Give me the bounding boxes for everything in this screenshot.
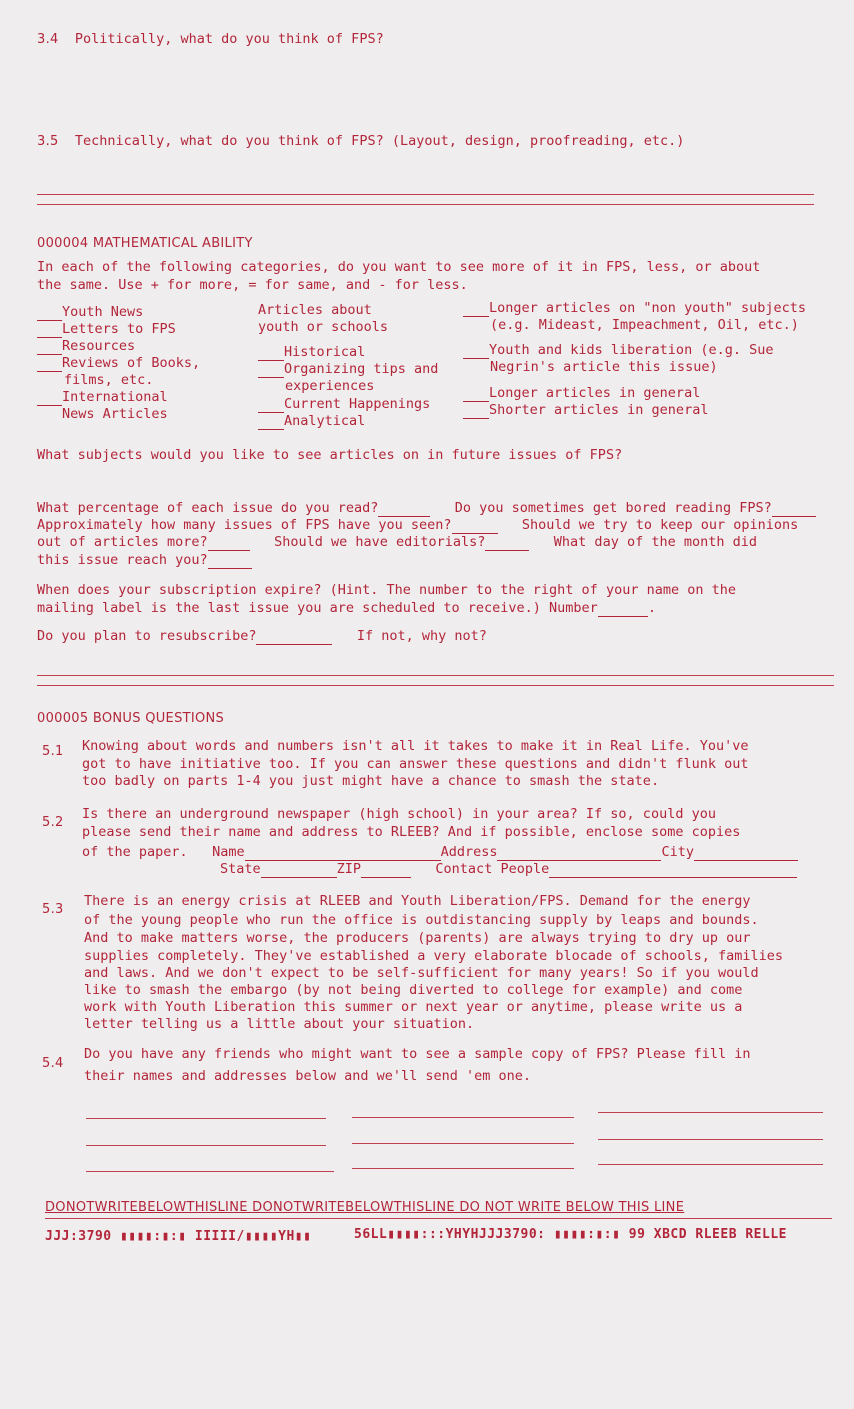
category-youth-news[interactable]: Youth News bbox=[37, 304, 143, 321]
q53-line-1: There is an energy crisis at RLEEB and Youth Liberation/FPS. Demand for the energy bbox=[84, 893, 751, 909]
newspaper-address-field[interactable] bbox=[497, 847, 661, 862]
section-5-heading: 000005 BONUS QUESTIONS bbox=[37, 711, 225, 726]
q52-line-4: State ZIP Contact People bbox=[220, 861, 797, 878]
percentage-row-4: this issue reach you? bbox=[37, 552, 252, 569]
resubscribe-line: Do you plan to resubscribe? If not, why not? bbox=[37, 628, 487, 644]
q53-line-6: like to smash the embargo (by not being diverted to college for example) and come bbox=[84, 982, 743, 998]
question-3-4 bbox=[37, 31, 384, 47]
divider bbox=[45, 1218, 832, 1219]
friend-address-field[interactable] bbox=[598, 1139, 823, 1140]
subscription-number-field[interactable] bbox=[598, 603, 648, 618]
rating-blank[interactable] bbox=[37, 341, 62, 356]
q52-line-3: of the paper. Name Address City bbox=[82, 844, 798, 861]
friend-city-field[interactable] bbox=[352, 1168, 574, 1169]
rating-blank[interactable] bbox=[37, 358, 62, 373]
category-international-cont: News Articles bbox=[62, 406, 168, 422]
friend-address-field[interactable] bbox=[352, 1143, 574, 1144]
opinions-field[interactable] bbox=[208, 537, 250, 552]
section-4-intro-line-2: the same. Use + for more, = for same, and - for less. bbox=[37, 277, 468, 293]
percentage-row-1: What percentage of each issue do you read? Do you sometimes get bored reading FPS? bbox=[37, 500, 816, 517]
category-reviews-cont: films, etc. bbox=[64, 372, 154, 388]
subscription-line-1: When does your subscription expire? (Hint. The number to the right of your name on the bbox=[37, 582, 736, 598]
q53-line-7: work with Youth Liberation this summer or next year or anytime, please write us a bbox=[84, 999, 743, 1015]
q53-line-3: And to make matters worse, the producers (parents) are always trying to dry up our bbox=[84, 930, 751, 946]
column-2-heading-1: Articles about bbox=[258, 302, 372, 318]
rating-blank[interactable] bbox=[258, 416, 284, 431]
category-organizing-cont: experiences bbox=[285, 378, 375, 394]
q54-line-2: their names and addresses below and we'll send 'em one. bbox=[84, 1068, 532, 1084]
do-not-write-warning: DONOTWRITEBELOWTHISLINE DONOTWRITEBELOWTHISLINE DO NOT WRITE BELOW THIS LINE bbox=[45, 1200, 685, 1215]
q52-line-1: Is there an underground newspaper (high school) in your area? If so, could you bbox=[82, 806, 716, 822]
subjects-question: What subjects would you like to see articles on in future issues of FPS? bbox=[37, 447, 623, 463]
friend-city-field[interactable] bbox=[598, 1164, 823, 1165]
section-4-heading: 000004 MATHEMATICAL ABILITY bbox=[37, 236, 253, 251]
question-text: Politically, what do you think of FPS? bbox=[74, 31, 384, 47]
friend-name-field[interactable] bbox=[86, 1118, 326, 1119]
question-number: 3.4 bbox=[37, 32, 59, 47]
contact-people-field[interactable] bbox=[549, 864, 797, 879]
category-longer-non-youth[interactable]: Longer articles on "non youth" subjects bbox=[463, 300, 806, 317]
category-organizing[interactable]: Organizing tips and bbox=[258, 361, 438, 378]
zip-field[interactable] bbox=[361, 864, 411, 879]
divider bbox=[37, 685, 834, 686]
friend-address-field[interactable] bbox=[86, 1145, 326, 1146]
category-longer-general[interactable]: Longer articles in general bbox=[463, 385, 700, 402]
q53-line-5: and laws. And we don't expect to be self-sufficient for many years! So if you would bbox=[84, 965, 759, 981]
category-current[interactable]: Current Happenings bbox=[258, 396, 430, 413]
rating-blank[interactable] bbox=[37, 392, 62, 407]
rating-blank[interactable] bbox=[463, 388, 489, 403]
category-youth-liberation-cont: Negrin's article this issue) bbox=[490, 359, 718, 375]
divider bbox=[37, 675, 834, 676]
category-resources[interactable]: Resources bbox=[37, 338, 135, 355]
subscription-line-2: mailing label is the last issue you are scheduled to receive.) Number . bbox=[37, 600, 656, 616]
rating-blank[interactable] bbox=[463, 303, 489, 318]
friend-name-field[interactable] bbox=[598, 1112, 823, 1113]
bored-field[interactable] bbox=[772, 503, 816, 518]
percentage-read-field[interactable] bbox=[378, 503, 430, 518]
question-number: 5.2 bbox=[42, 815, 64, 830]
question-3-5 bbox=[37, 133, 684, 149]
question-number: 5.1 bbox=[42, 744, 64, 759]
divider bbox=[37, 194, 814, 195]
q53-line-2: of the young people who run the office is outdistancing supply by leaps and bounds. bbox=[84, 912, 759, 928]
q53-line-8: letter telling us a little about your situation. bbox=[84, 1016, 475, 1032]
editorials-field[interactable] bbox=[485, 537, 529, 552]
rating-blank[interactable] bbox=[463, 405, 489, 420]
q51-line-3: too badly on parts 1-4 you just might have a chance to smash the state. bbox=[82, 773, 660, 789]
rating-blank[interactable] bbox=[258, 399, 284, 414]
question-number: 5.4 bbox=[42, 1056, 64, 1071]
category-letters[interactable]: Letters to FPS bbox=[37, 321, 176, 338]
category-historical[interactable]: Historical bbox=[258, 344, 365, 361]
friend-city-field[interactable] bbox=[86, 1171, 334, 1172]
newspaper-name-field[interactable] bbox=[245, 847, 441, 862]
arrival-day-field[interactable] bbox=[208, 555, 252, 570]
question-number: 3.5 bbox=[37, 134, 59, 149]
category-reviews[interactable]: Reviews of Books, bbox=[37, 355, 200, 372]
rating-blank[interactable] bbox=[37, 324, 62, 339]
friend-name-field[interactable] bbox=[352, 1117, 574, 1118]
mailing-code-1: JJJ:3790 ▮▮▮▮:▮:▮ IIIII/▮▮▮▮YH▮▮ bbox=[45, 1229, 312, 1244]
category-analytical[interactable]: Analytical bbox=[258, 413, 365, 430]
rating-blank[interactable] bbox=[463, 345, 489, 360]
q54-line-1: Do you have any friends who might want to see a sample copy of FPS? Please fill in bbox=[84, 1046, 751, 1062]
resubscribe-field[interactable] bbox=[256, 631, 332, 646]
q51-line-2: got to have initiative too. If you can answer these questions and didn't flunk out bbox=[82, 756, 749, 772]
issues-seen-field[interactable] bbox=[452, 520, 498, 535]
q51-line-1: Knowing about words and numbers isn't all it takes to make it in Real Life. You've bbox=[82, 738, 749, 754]
category-longer-non-youth-cont: (e.g. Mideast, Impeachment, Oil, etc.) bbox=[490, 317, 799, 333]
rating-blank[interactable] bbox=[258, 364, 284, 379]
category-youth-liberation[interactable]: Youth and kids liberation (e.g. Sue bbox=[463, 342, 773, 359]
column-2-heading-2: youth or schools bbox=[258, 319, 389, 335]
mailing-code-2: 56LL▮▮▮▮:::YHYHJJJ3790: ▮▮▮▮:▮:▮ 99 XBCD RLEEB RELLE bbox=[354, 1227, 787, 1242]
category-shorter-general[interactable]: Shorter articles in general bbox=[463, 402, 708, 419]
newspaper-city-field[interactable] bbox=[694, 847, 798, 862]
divider bbox=[37, 204, 814, 205]
percentage-row-2: Approximately how many issues of FPS have you seen? Should we try to keep our opinions bbox=[37, 517, 799, 533]
rating-blank[interactable] bbox=[258, 347, 284, 362]
category-international[interactable]: International bbox=[37, 389, 168, 406]
q53-line-4: supplies completely. They've established a very elaborate blocade of schools, families bbox=[84, 948, 783, 964]
question-number: 5.3 bbox=[42, 902, 64, 917]
question-text: Technically, what do you think of FPS? (Layout, design, proofreading, etc.) bbox=[74, 133, 685, 149]
rating-blank[interactable] bbox=[37, 307, 62, 322]
percentage-row-3: out of articles more? Should we have editorials? What day of the month did bbox=[37, 534, 757, 550]
q52-line-2: please send their name and address to RLEEB? And if possible, enclose some copies bbox=[82, 824, 741, 840]
section-4-intro-line-1: In each of the following categories, do you want to see more of it in FPS, less, or about bbox=[37, 259, 761, 275]
state-field[interactable] bbox=[261, 864, 337, 879]
